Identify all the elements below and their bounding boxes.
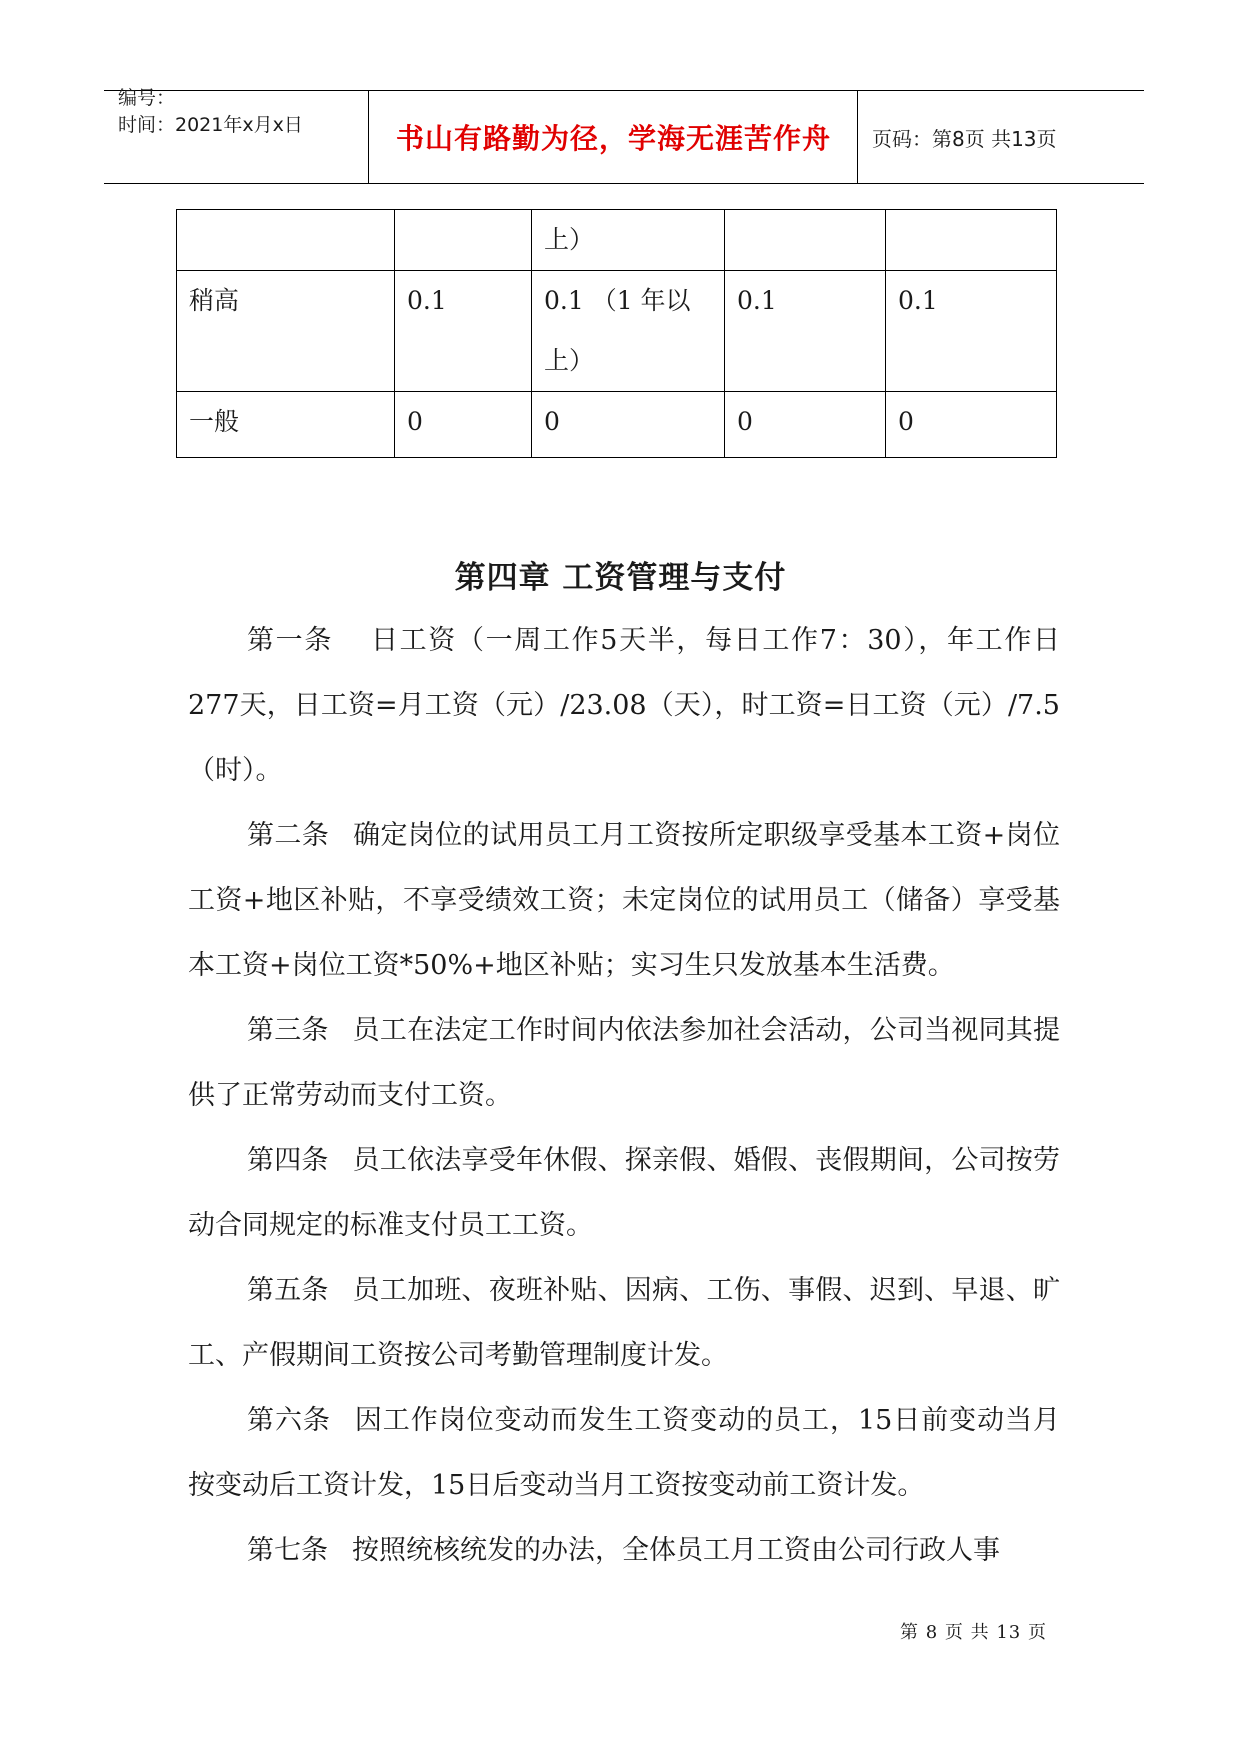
table-row (177, 210, 1057, 271)
document-number-label: 编号： (118, 87, 176, 109)
table-row (177, 271, 1057, 392)
table-cell: 0.1 （1 年以上） (532, 271, 725, 392)
article-number: 第三条 (247, 1015, 329, 1046)
table-cell: 0.1 (725, 271, 886, 392)
article-paragraph (188, 1388, 1060, 1518)
table-cell: 一般 (177, 392, 395, 458)
header-page-label: 页码：第8页 共13页 (872, 126, 1057, 151)
table-cell: 0.1 (395, 271, 532, 392)
table-cell: 0 (532, 392, 725, 458)
article-text: 按照统核统发的办法，全体员工月工资由公司行政人事 (352, 1535, 1000, 1566)
article-number: 第一条 (247, 625, 333, 656)
table-cell: 0.1 (886, 271, 1057, 392)
article-text: 员工在法定工作时间内依法参加社会活动，公司当视同其提供了正常劳动而支付工资。 (188, 1015, 1061, 1111)
header-info (118, 87, 368, 183)
article-number: 第二条 (247, 820, 330, 851)
header-divider (368, 91, 369, 183)
article-number: 第四条 (247, 1145, 329, 1176)
table-row (177, 392, 1057, 458)
article-text: 员工加班、夜班补贴、因病、工伤、事假、迟到、早退、旷工、产假期间工资按公司考勤管理制度计发。 (188, 1275, 1061, 1371)
page-header (104, 87, 1144, 184)
table-cell (395, 210, 532, 271)
table-cell: 上） (532, 210, 725, 271)
table-cell: 稍高 (177, 271, 395, 392)
table-cell: 0 (725, 392, 886, 458)
table-cell (177, 210, 395, 271)
header-divider (857, 91, 858, 183)
article-text: 员工依法享受年休假、探亲假、婚假、丧假期间，公司按劳动合同规定的标准支付员工工资。 (188, 1145, 1061, 1241)
table-cell (886, 210, 1057, 271)
article-list (188, 608, 1060, 1583)
article-paragraph (188, 1258, 1060, 1388)
page-footer: 第 8 页 共 13 页 (900, 1622, 1047, 1643)
table-cell: 0 (886, 392, 1057, 458)
article-paragraph (188, 1128, 1060, 1258)
document-time-label: 时间：2021年x月x日 (118, 114, 303, 136)
article-paragraph (188, 803, 1060, 998)
grade-coefficient-table (176, 209, 1057, 458)
table-cell (725, 210, 886, 271)
article-text: 因工作岗位变动而发生工资变动的员工，15日前变动当月按变动后工资计发，15日后变动当月工资按变动前工资计发。 (188, 1405, 1061, 1501)
article-paragraph (188, 998, 1060, 1128)
header-motto: 书山有路勤为径，学海无涯苦作舟 (395, 122, 831, 155)
chapter-title: 第四章 工资管理与支付 (454, 560, 787, 596)
article-number: 第六条 (247, 1405, 331, 1436)
article-paragraph (188, 608, 1060, 803)
article-number: 第七条 (247, 1535, 328, 1566)
table-cell: 0 (395, 392, 532, 458)
article-text: 日工资（一周工作5天半，每日工作7：30），年工作日277天，日工资=月工资（元）/23.08（天），时工资=日工资（元）/7.5（时）。 (188, 625, 1061, 786)
article-number: 第五条 (247, 1275, 329, 1306)
article-paragraph (188, 1518, 1060, 1583)
article-text: 确定岗位的试用员工月工资按所定职级享受基本工资+岗位工资+地区补贴，不享受绩效工资；未定岗位的试用员工（储备）享受基本工资+岗位工资*50%+地区补贴；实习生只发放基本生活费。 (188, 820, 1061, 981)
